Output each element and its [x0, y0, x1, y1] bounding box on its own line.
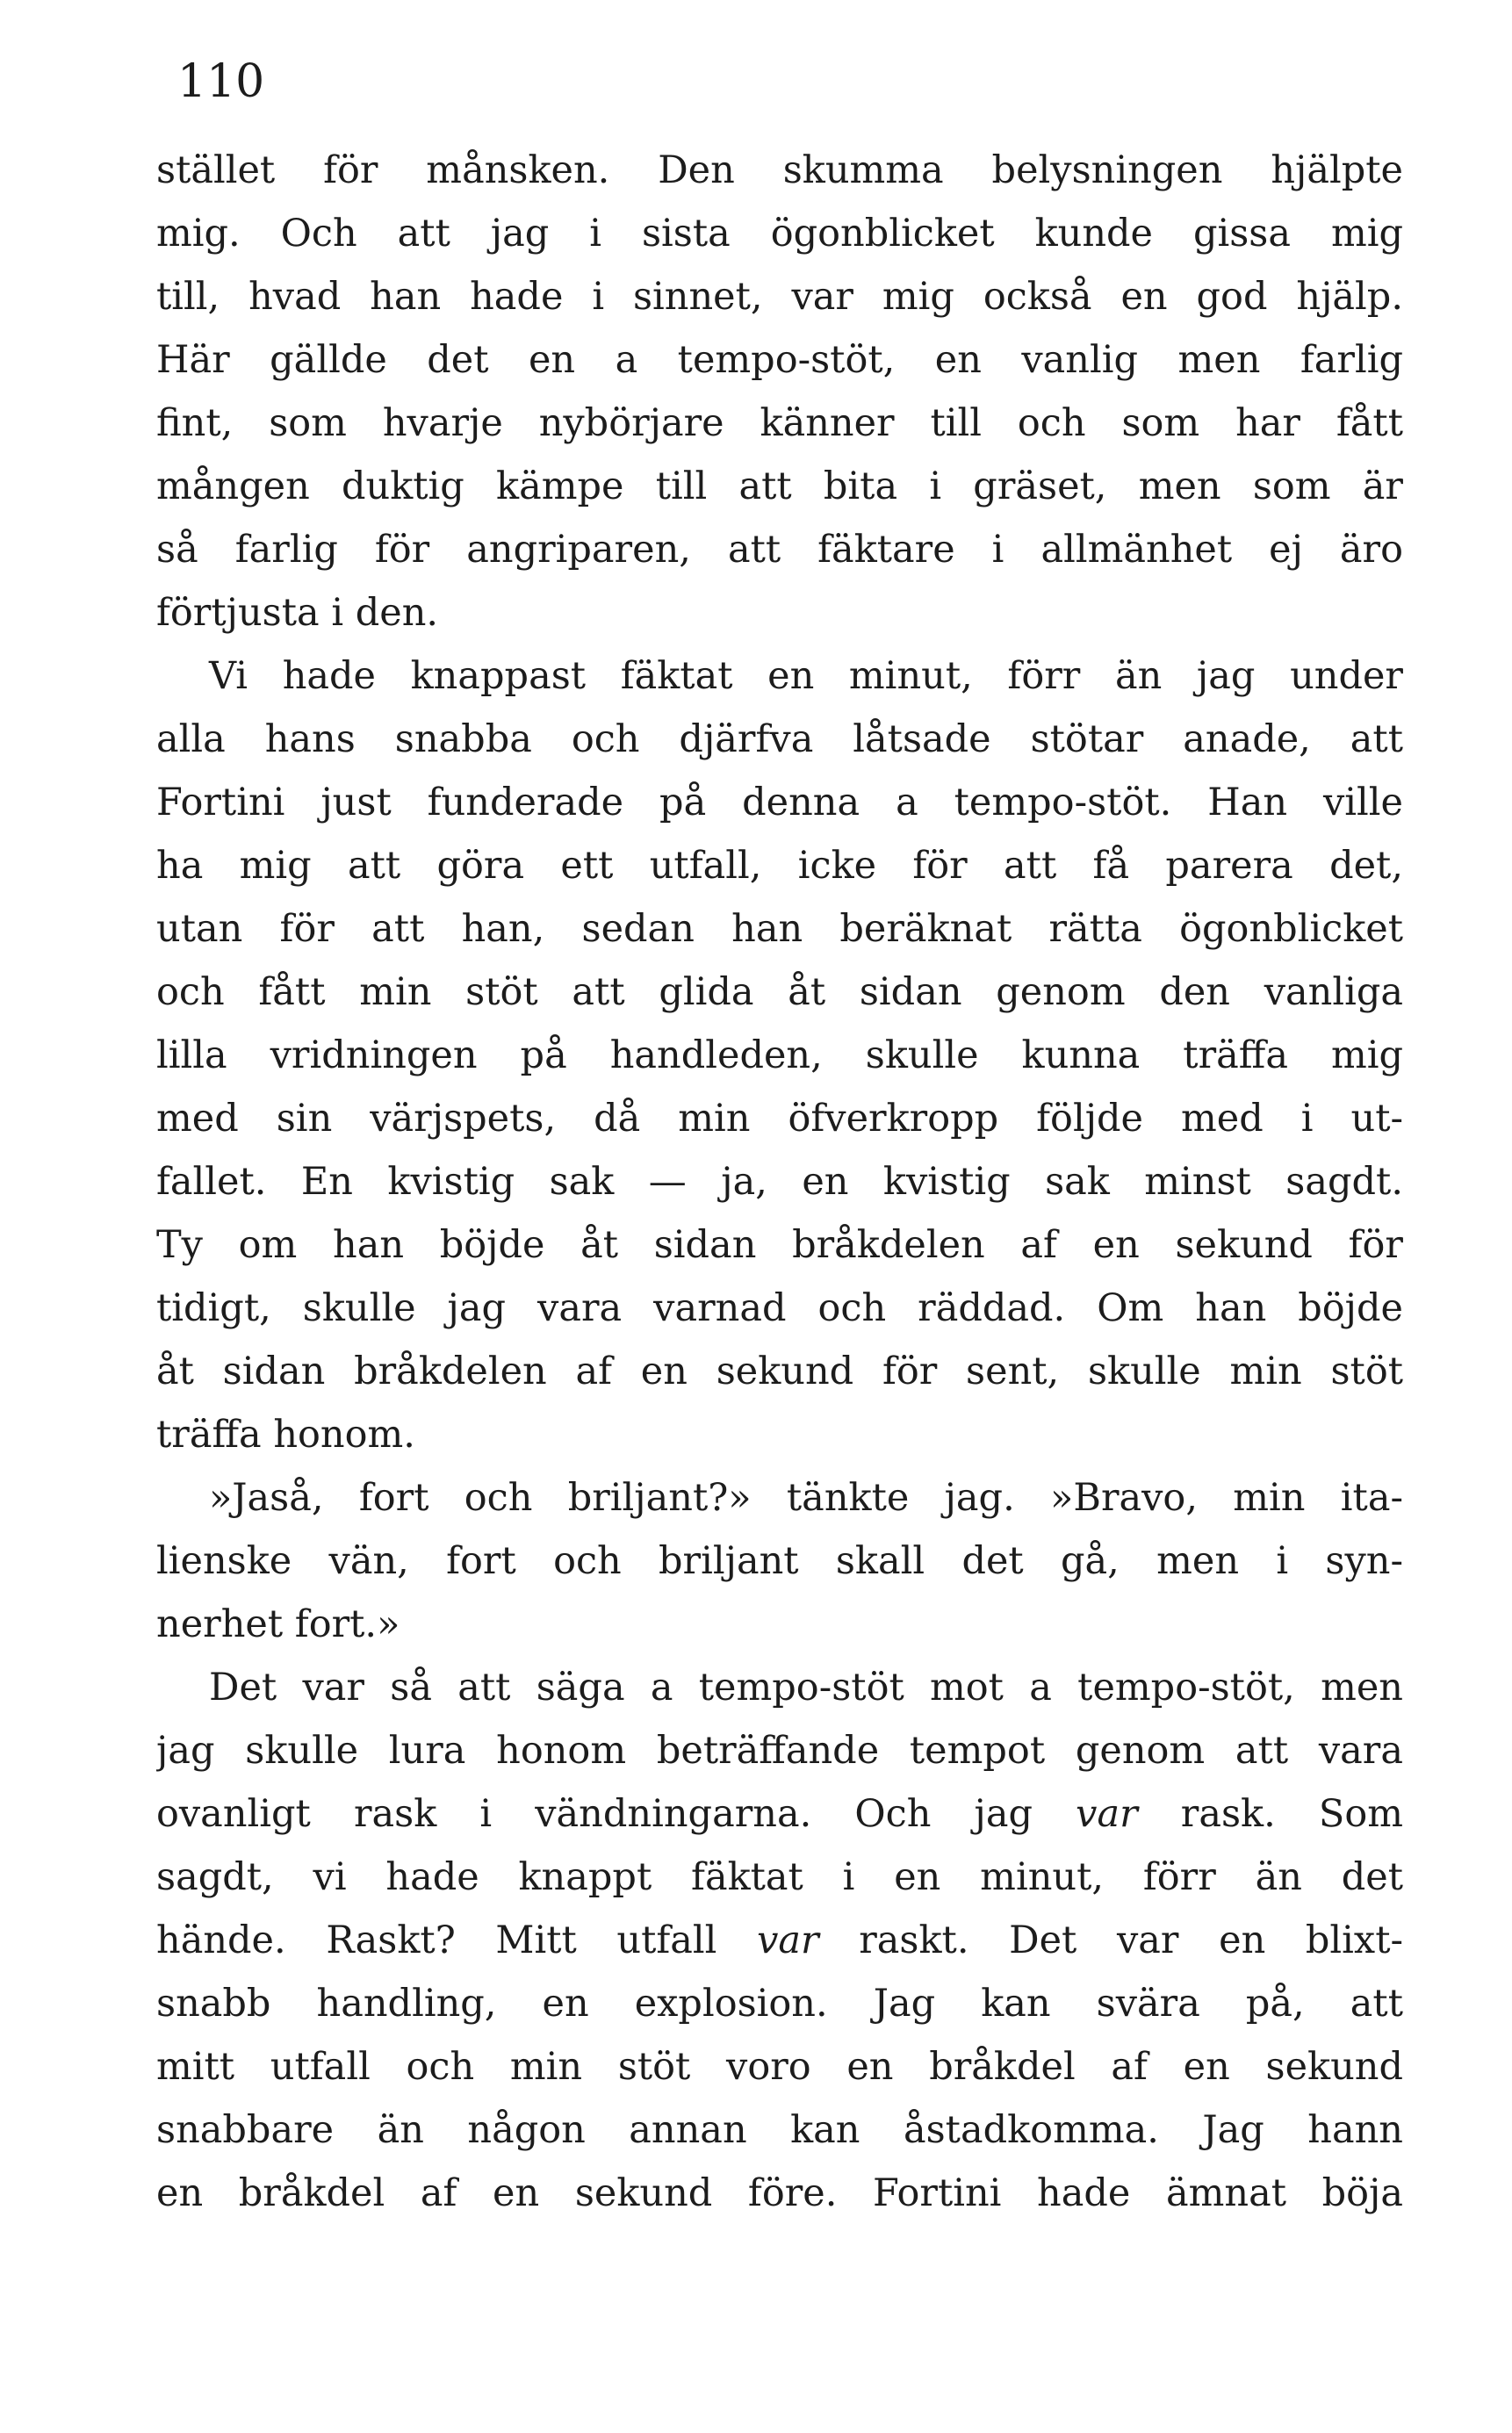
text-line: [156, 581, 1403, 644]
text-segment: ovanligt rask i vändningarna. Och jag: [156, 1792, 1076, 1836]
text-line: [156, 1213, 1403, 1277]
text-line: [156, 2098, 1403, 2162]
text-line: [156, 1846, 1403, 1909]
text-segment: lilla vridningen på handleden, skulle kunna träffa mig: [156, 1033, 1403, 1077]
text-line: [156, 139, 1403, 202]
text-line: [156, 1340, 1403, 1403]
text-line: [156, 1593, 1403, 1656]
italic-text: var: [1076, 1792, 1138, 1836]
text-line: [156, 1087, 1403, 1150]
text-segment: snabb handling, en explosion. Jag kan svära på, att: [156, 1982, 1403, 2026]
text-line: [156, 328, 1403, 392]
text-segment: Det var så att säga a tempo-stöt mot a tempo-stöt, men: [209, 1666, 1403, 1710]
text-segment: så farlig för angriparen, att fäktare i allmänhet ej äro: [156, 528, 1403, 572]
text-segment: jag skulle lura honom beträffande tempot genom att vara: [156, 1729, 1403, 1773]
text-segment: och fått min stöt att glida åt sidan genom den vanliga: [156, 970, 1403, 1014]
text-line: [156, 961, 1403, 1024]
text-segment: åt sidan bråkdelen af en sekund för sent, skulle min stöt: [156, 1350, 1403, 1393]
text-segment: mången duktig kämpe till att bita i gräset, men som är: [156, 464, 1403, 508]
text-segment: nerhet fort.»: [156, 1602, 400, 1646]
text-line: [156, 1024, 1403, 1087]
text-line: [156, 771, 1403, 834]
text-line: [156, 392, 1403, 455]
text-segment: snabbare än någon annan kan åstadkomma. Jag hann: [156, 2108, 1403, 2152]
text-line: [156, 455, 1403, 518]
text-segment: sagdt, vi hade knappt fäktat i en minut, förr än det: [156, 1855, 1403, 1899]
text-line: [156, 644, 1403, 708]
text-segment: mig. Och att jag i sista ögonblicket kunde gissa mig: [156, 212, 1403, 256]
text-segment: en bråkdel af en sekund före. Fortini hade ämnat böja: [156, 2171, 1403, 2215]
body-text: [156, 139, 1403, 2225]
text-segment: fallet. En kvistig sak — ja, en kvistig sak minst sagdt.: [156, 1160, 1403, 1204]
text-line: [156, 2035, 1403, 2098]
text-segment: alla hans snabba och djärfva låtsade stötar anade, att: [156, 717, 1403, 761]
text-line: [156, 1530, 1403, 1593]
text-line: [156, 265, 1403, 328]
text-line: [156, 1403, 1403, 1466]
text-line: [156, 518, 1403, 581]
text-segment: utan för att han, sedan han beräknat rätta ögonblicket: [156, 907, 1403, 951]
text-segment: fint, som hvarje nybörjare känner till och som har fått: [156, 401, 1403, 445]
text-line: [156, 1656, 1403, 1719]
text-line: [156, 1909, 1403, 1972]
text-line: [156, 2162, 1403, 2225]
text-line: [156, 708, 1403, 771]
text-line: [156, 1466, 1403, 1530]
italic-text: var: [757, 1918, 819, 1962]
text-segment: raskt. Det var en blixt-: [818, 1918, 1403, 1962]
page-number: 110: [177, 55, 265, 108]
text-segment: till, hvad han hade i sinnet, var mig också en god hjälp.: [156, 275, 1403, 319]
text-segment: Vi hade knappast fäktat en minut, förr än jag under: [209, 654, 1403, 698]
text-segment: Ty om han böjde åt sidan bråkdelen af en sekund för: [156, 1223, 1403, 1267]
text-line: [156, 1277, 1403, 1340]
text-line: [156, 1719, 1403, 1782]
text-segment: med sin värjspets, då min öfverkropp följde med i ut-: [156, 1097, 1403, 1141]
text-segment: Fortini just funderade på denna a tempo-stöt. Han ville: [156, 781, 1403, 824]
text-line: [156, 1150, 1403, 1213]
text-segment: Här gällde det en a tempo-stöt, en vanlig men farlig: [156, 338, 1403, 382]
text-segment: lienske vän, fort och briljant skall det gå, men i syn-: [156, 1539, 1403, 1583]
text-segment: »Jaså, fort och briljant?» tänkte jag. »Bravo, min ita-: [209, 1476, 1403, 1520]
text-line: [156, 834, 1403, 897]
text-line: [156, 202, 1403, 265]
text-segment: hände. Raskt? Mitt utfall: [156, 1918, 758, 1962]
text-line: [156, 897, 1403, 961]
text-segment: förtjusta i den.: [156, 591, 439, 635]
text-segment: stället för månsken. Den skumma belysningen hjälpte: [156, 148, 1403, 192]
text-segment: tidigt, skulle jag vara varnad och räddad. Om han böjde: [156, 1286, 1403, 1330]
text-segment: mitt utfall och min stöt voro en bråkdel af en sekund: [156, 2045, 1403, 2089]
text-line: [156, 1972, 1403, 2035]
text-segment: ha mig att göra ett utfall, icke för att få parera det,: [156, 844, 1403, 888]
text-segment: träffa honom.: [156, 1413, 415, 1457]
text-segment: rask. Som: [1137, 1792, 1403, 1836]
text-line: [156, 1782, 1403, 1846]
